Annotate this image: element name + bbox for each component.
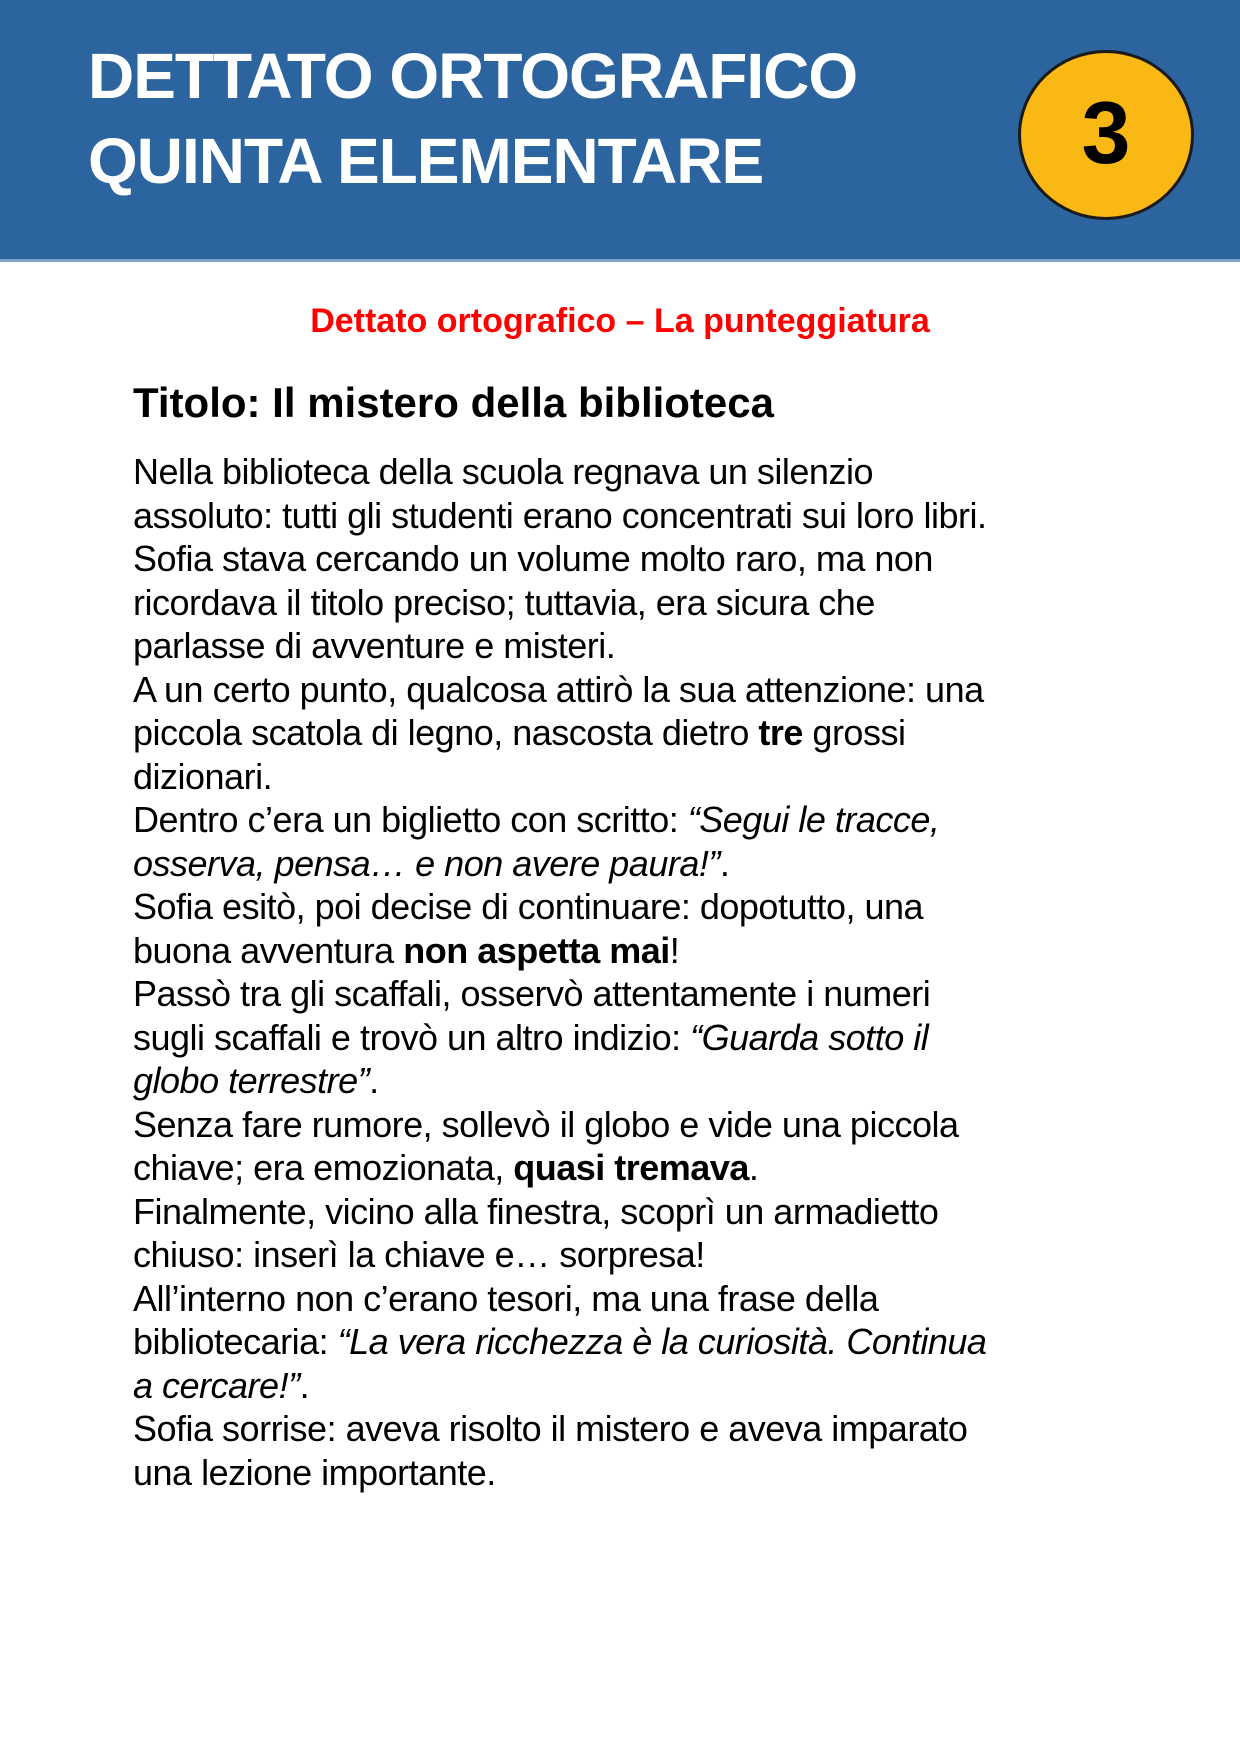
plain-text: sugli scaffali e trovò un altro indizio: [133, 1016, 691, 1058]
text-line [133, 755, 1240, 799]
plain-text: grossi [802, 712, 906, 753]
plain-text: . [299, 1364, 310, 1406]
text-line [133, 1059, 1240, 1103]
italic-text: osserva, pensa… e non avere paura!” [133, 842, 720, 884]
plain-text: bibliotecaria: [133, 1321, 338, 1362]
dictation-text [133, 450, 1240, 1494]
section-heading: Dettato ortografico – La punteggiatura [310, 302, 930, 340]
plain-text: ricordava il titolo preciso; tuttavia, era sicura che [133, 581, 875, 623]
text-line [133, 1233, 1240, 1277]
text-line [133, 711, 1240, 755]
text-line [133, 624, 1240, 668]
plain-text: dizionari. [133, 755, 273, 797]
text-line [133, 494, 1240, 538]
worksheet-content [0, 302, 1240, 1494]
text-line [133, 1364, 1240, 1408]
plain-text: assoluto: tutti gli studenti erano concentrati sui loro libri. [133, 494, 987, 536]
page-number-badge [1018, 50, 1194, 220]
bold-text: tre [758, 712, 803, 753]
plain-text: Passò tra gli scaffali, osservò attentamente i numeri [133, 973, 931, 1014]
banner-title [88, 34, 857, 204]
text-line [133, 842, 1240, 886]
italic-text: “Segui le tracce, [687, 799, 940, 840]
dictation-title: Titolo: Il mistero della biblioteca [133, 379, 774, 426]
italic-text: globo terrestre” [133, 1060, 370, 1101]
plain-text: . [748, 1147, 759, 1188]
text-line [133, 1146, 1240, 1190]
text-line [133, 1103, 1240, 1147]
text-line [133, 1320, 1240, 1364]
plain-text: buona avventura [133, 929, 404, 971]
text-line [133, 450, 1240, 494]
banner-title-line2: QUINTA ELEMENTARE [88, 125, 764, 197]
text-line [133, 1451, 1240, 1495]
text-line [133, 1407, 1240, 1451]
plain-text: chiuso: inserì la chiave e… sorpresa! [133, 1234, 705, 1275]
plain-text: . [369, 1060, 379, 1101]
text-line [133, 581, 1240, 625]
plain-text: All’interno non c’erano tesori, ma una frase della [133, 1277, 879, 1319]
plain-text: ! [669, 929, 680, 971]
italic-text: “Guarda sotto il [690, 1016, 929, 1058]
plain-text: piccola scatola di legno, nascosta dietro [133, 712, 759, 753]
plain-text: A un certo punto, qualcosa attirò la sua attenzione: una [133, 668, 984, 710]
text-line [133, 885, 1240, 929]
plain-text: una lezione importante. [133, 1451, 496, 1493]
plain-text: chiave; era emozionata, [133, 1147, 514, 1188]
page-number: 3 [1081, 83, 1131, 182]
header-banner [0, 0, 1240, 262]
plain-text: Sofia sorrise: aveva risolto il mistero e aveva imparato [133, 1408, 968, 1449]
text-line [133, 537, 1240, 581]
plain-text: Sofia esitò, poi decise di continuare: dopotutto, una [133, 886, 924, 927]
text-line [133, 929, 1240, 973]
text-line [133, 972, 1240, 1016]
plain-text: parlasse di avventure e misteri. [133, 625, 616, 666]
text-line [133, 798, 1240, 842]
plain-text: . [719, 842, 730, 884]
plain-text: Senza fare rumore, sollevò il globo e vide una piccola [133, 1103, 959, 1145]
italic-text: a cercare!” [133, 1364, 300, 1406]
bold-text: non aspetta mai [403, 929, 670, 971]
plain-text: Dentro c’era un biglietto con scritto: [133, 799, 688, 840]
banner-title-line1: DETTATO ORTOGRAFICO [88, 40, 858, 112]
plain-text: Finalmente, vicino alla finestra, scoprì un armadietto [133, 1190, 939, 1232]
bold-text: quasi tremava [513, 1147, 749, 1188]
italic-text: “La vera ricchezza è la curiosità. Continua [337, 1321, 987, 1362]
plain-text: Sofia stava cercando un volume molto raro, ma non [133, 538, 933, 579]
text-line [133, 1277, 1240, 1321]
plain-text: Nella biblioteca della scuola regnava un silenzio [133, 451, 873, 492]
text-line [133, 1016, 1240, 1060]
text-line [133, 1190, 1240, 1234]
text-line [133, 668, 1240, 712]
